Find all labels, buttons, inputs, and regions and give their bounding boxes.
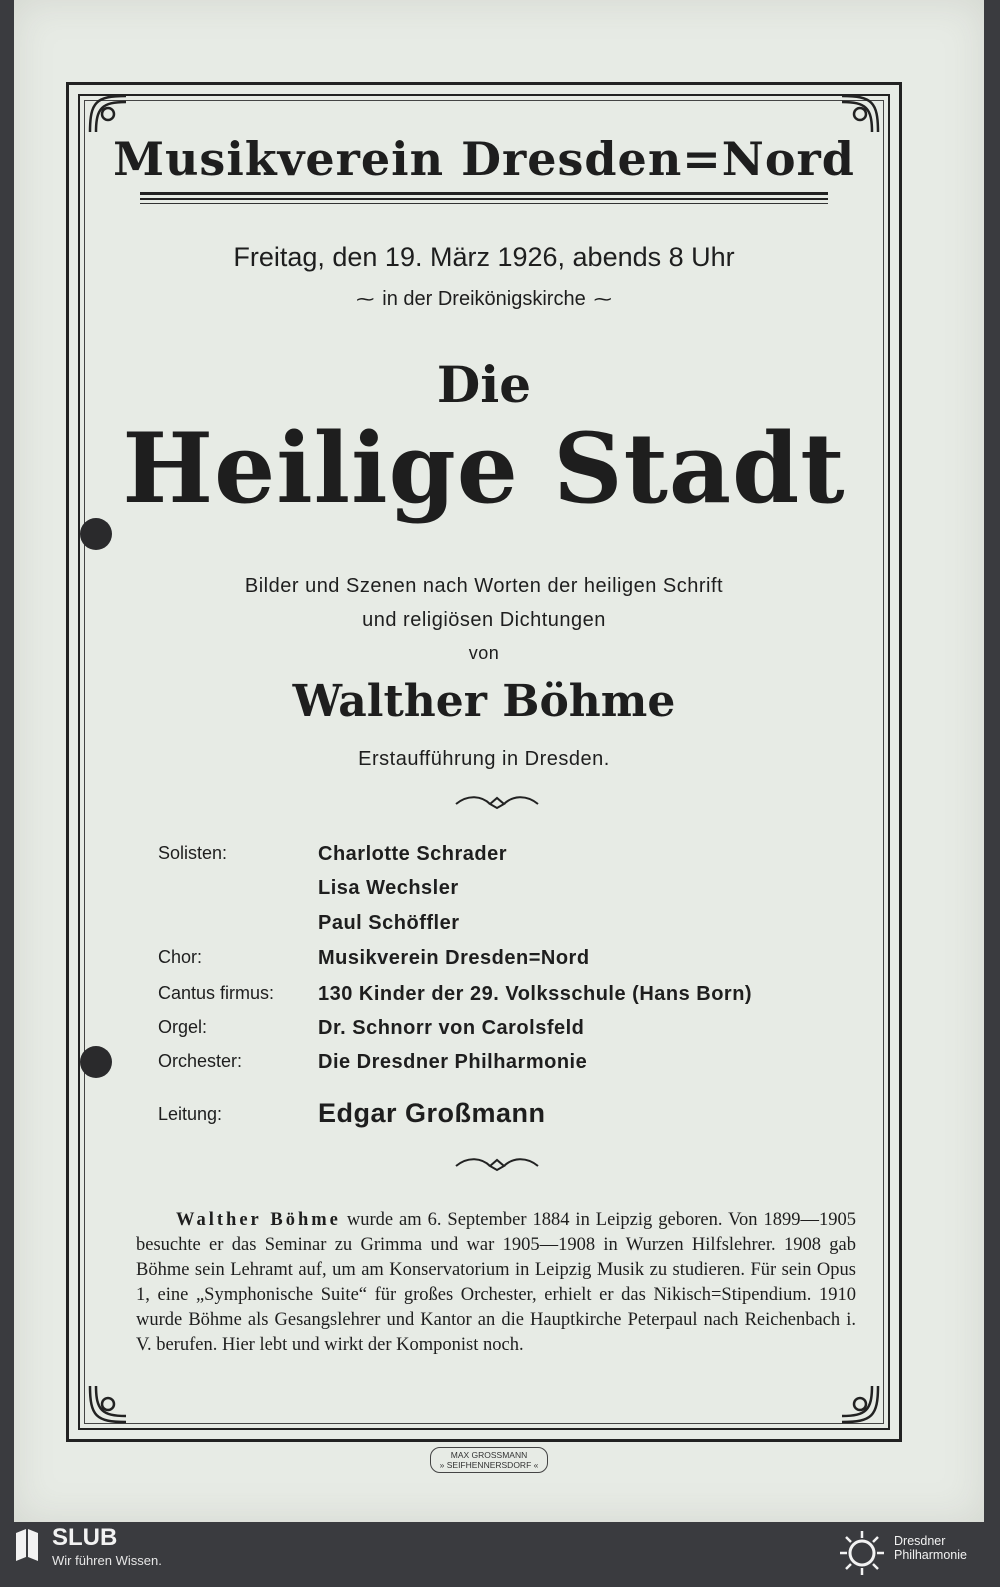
performer-role: Orchester:: [158, 1051, 243, 1071]
biography-lead: Walther Böhme: [176, 1210, 341, 1230]
philharmonie-logo-icon: [836, 1527, 888, 1579]
work-by: von: [468, 643, 500, 663]
corner-ornament-bottom-right: [838, 1382, 882, 1426]
performer-role: Solisten:: [158, 843, 228, 863]
printer-name: MAX GROSSMANN: [450, 1450, 528, 1460]
composer-name: Walther Böhme: [292, 676, 676, 727]
work-subtitle-line-1: Bilder und Szenen nach Worten der heiligen Schrift: [244, 575, 724, 597]
performer-row: [158, 912, 858, 942]
swash-right-icon: ⁓: [593, 289, 612, 309]
work-subtitle-line-2: und religiösen Dichtungen: [362, 609, 606, 631]
performer-name: Lisa Wechsler: [318, 877, 459, 899]
performer-row: [158, 983, 858, 1013]
philharmonie-name-line-2: Philharmonie: [894, 1548, 967, 1562]
performer-row: [158, 947, 858, 977]
corner-ornament-top-left: [86, 92, 130, 136]
performer-role: Chor:: [158, 947, 203, 967]
performer-name: Paul Schöffler: [318, 912, 460, 934]
event-venue: in der Dreikönigskirche: [382, 288, 586, 310]
event-date: Freitag, den 19. März 1926, abends 8 Uhr: [233, 242, 735, 272]
premiere-note: Erstaufführung in Dresden.: [358, 748, 610, 770]
title-rule-thin: [140, 203, 828, 204]
title-rule-thick: [140, 192, 828, 195]
slub-tagline: Wir führen Wissen.: [52, 1553, 162, 1568]
performer-name: Musikverein Dresden=Nord: [318, 947, 590, 969]
biography-text: wurde am 6. September 1884 in Leipzig geboren. Von 1899—1905 besuchte er das Seminar zu Grimma und war 1905—1908 in Wurzen Hilfslehrer. 1908 gab Böhme sein Lehramt auf, um am Konservatorium in Leipzig Musik zu studieren. Für sein Opus 1, eine „Symphonische Suite“ für großes Orchester, erhielt er das Nikisch=Stipendium. 1910 wurde Böhme als Gesangslehrer und Kantor an die Hauptkirche Peterpaul nach Reichenbach i. V. berufen. Hier lebt und wirkt der Komponist noch.: [136, 1210, 856, 1355]
slub-name: SLUB: [52, 1524, 118, 1551]
philharmonie-name-line-1: Dresdner: [894, 1534, 946, 1548]
divider-ornament-icon: [452, 792, 542, 812]
corner-ornament-top-right: [838, 92, 882, 136]
performer-name: Die Dresdner Philharmonie: [318, 1051, 588, 1073]
performer-role: Leitung:: [158, 1104, 223, 1124]
work-title-article: Die: [436, 355, 532, 414]
performer-row: [158, 1017, 858, 1047]
divider-ornament-icon: [452, 1154, 542, 1174]
work-title: Heilige Stadt: [122, 412, 846, 525]
title-rule-mid: [140, 198, 828, 200]
punch-hole-lower: [80, 1046, 112, 1078]
organizer-title: Musikverein Dresden=Nord: [113, 132, 855, 186]
performer-name: Dr. Schnorr von Carolsfeld: [318, 1017, 585, 1039]
composer-biography: [136, 1208, 856, 1358]
swash-left-icon: ⁓: [356, 289, 375, 309]
corner-ornament-bottom-left: [86, 1382, 130, 1426]
performer-name: 130 Kinder der 29. Volksschule (Hans Born): [318, 983, 753, 1005]
printer-stamp: [430, 1447, 548, 1473]
performer-row: [158, 877, 858, 907]
performer-name: Charlotte Schrader: [318, 843, 508, 865]
performer-name: Edgar Großmann: [318, 1098, 546, 1128]
performer-role: Orgel:: [158, 1017, 208, 1037]
event-venue-line: [84, 288, 884, 311]
printer-place: » SEIFHENNERSDORF «: [439, 1460, 539, 1470]
slub-logo-icon: [12, 1527, 42, 1567]
performer-row: [158, 843, 858, 873]
performer-role: Cantus firmus:: [158, 983, 275, 1003]
performer-row: [158, 1051, 858, 1081]
philharmonie-name: [894, 1534, 967, 1562]
performer-row: [158, 1100, 858, 1136]
